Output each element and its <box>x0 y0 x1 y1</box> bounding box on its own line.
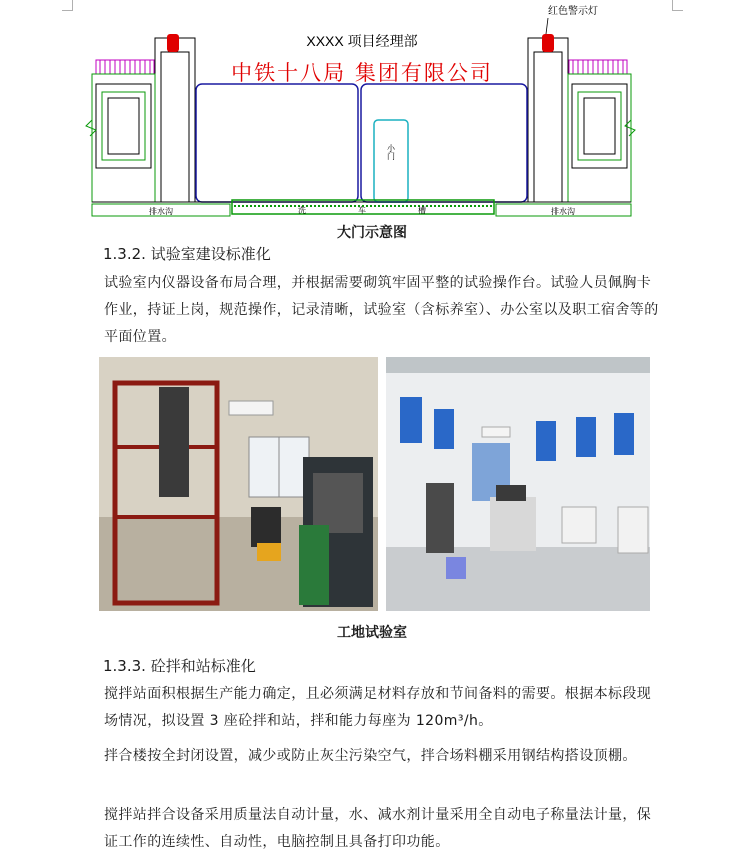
paragraph-mixing-3-text: 搅拌站拌合设备采用质量法自动计量，水、减水剂计量采用全自动电子称量法计量，保证工作的连续性、自动性，电脑控制且具备打印功能。 <box>104 807 652 850</box>
left-warning-light <box>167 34 179 52</box>
page-corner-mark-left <box>62 0 73 11</box>
left-wall <box>86 60 155 202</box>
small-door-label: 小门 <box>386 144 396 160</box>
section-heading-mixing: 1.3.3. 砼拌和站标准化 <box>103 657 256 675</box>
lab-caption: 工地试验室 <box>337 625 407 641</box>
drain-right-label: 排水沟 <box>551 207 575 216</box>
drain-left-label: 排水沟 <box>149 207 173 216</box>
paragraph-mixing-2-text: 拌合楼按全封闭设置，减少或防止灰尘污染空气，拌合场料棚采用钢结构搭设顶棚。 <box>104 748 637 764</box>
warning-light-leader <box>546 18 548 34</box>
small-door <box>374 120 408 202</box>
paragraph-lab-text: 试验室内仪器设备布局合理，并根据需要砌筑牢固平整的试验操作台。试验人员佩胸卡作业，持证上岗，规范操作，记录清晰，试验室（含标养室）、办公室以及职工宿舍等的平面位置。 <box>104 275 659 345</box>
page-corner-mark-right <box>672 0 683 11</box>
lab-photo-left <box>99 357 378 611</box>
section-heading-lab: 1.3.2. 试验室建设标准化 <box>103 245 271 263</box>
right-pillar-inner <box>534 52 562 202</box>
paragraph-mixing-2 <box>104 743 664 770</box>
right-warning-light <box>542 34 554 52</box>
paragraph-lab <box>104 270 664 351</box>
office-label: XXXX 项目经理部 <box>306 33 418 49</box>
gate-leaf-right <box>361 84 527 202</box>
warning-light-label: 红色警示灯 <box>548 6 598 17</box>
lab-photo-right <box>386 357 650 611</box>
left-pillar-inner <box>161 52 189 202</box>
gate-caption: 大门示意图 <box>337 225 407 241</box>
wash-char-2: 车 <box>358 206 366 215</box>
paragraph-mixing-3 <box>104 802 664 856</box>
right-wall <box>568 60 635 202</box>
gate-diagram <box>78 0 668 222</box>
company-name: 中铁十八局 集团有限公司 <box>231 61 493 85</box>
wash-char-3: 槽 <box>418 206 426 215</box>
wash-char-1: 洗 <box>298 206 306 215</box>
paragraph-mixing-1 <box>104 681 664 735</box>
gate-leaf-left <box>196 84 358 202</box>
paragraph-mixing-1-text: 搅拌站面积根据生产能力确定，且必须满足材料存放和节间备料的需要。根据本标段现场情况，拟设置 3 座砼拌和站，拌和能力每座为 120m³/h。 <box>104 686 652 729</box>
